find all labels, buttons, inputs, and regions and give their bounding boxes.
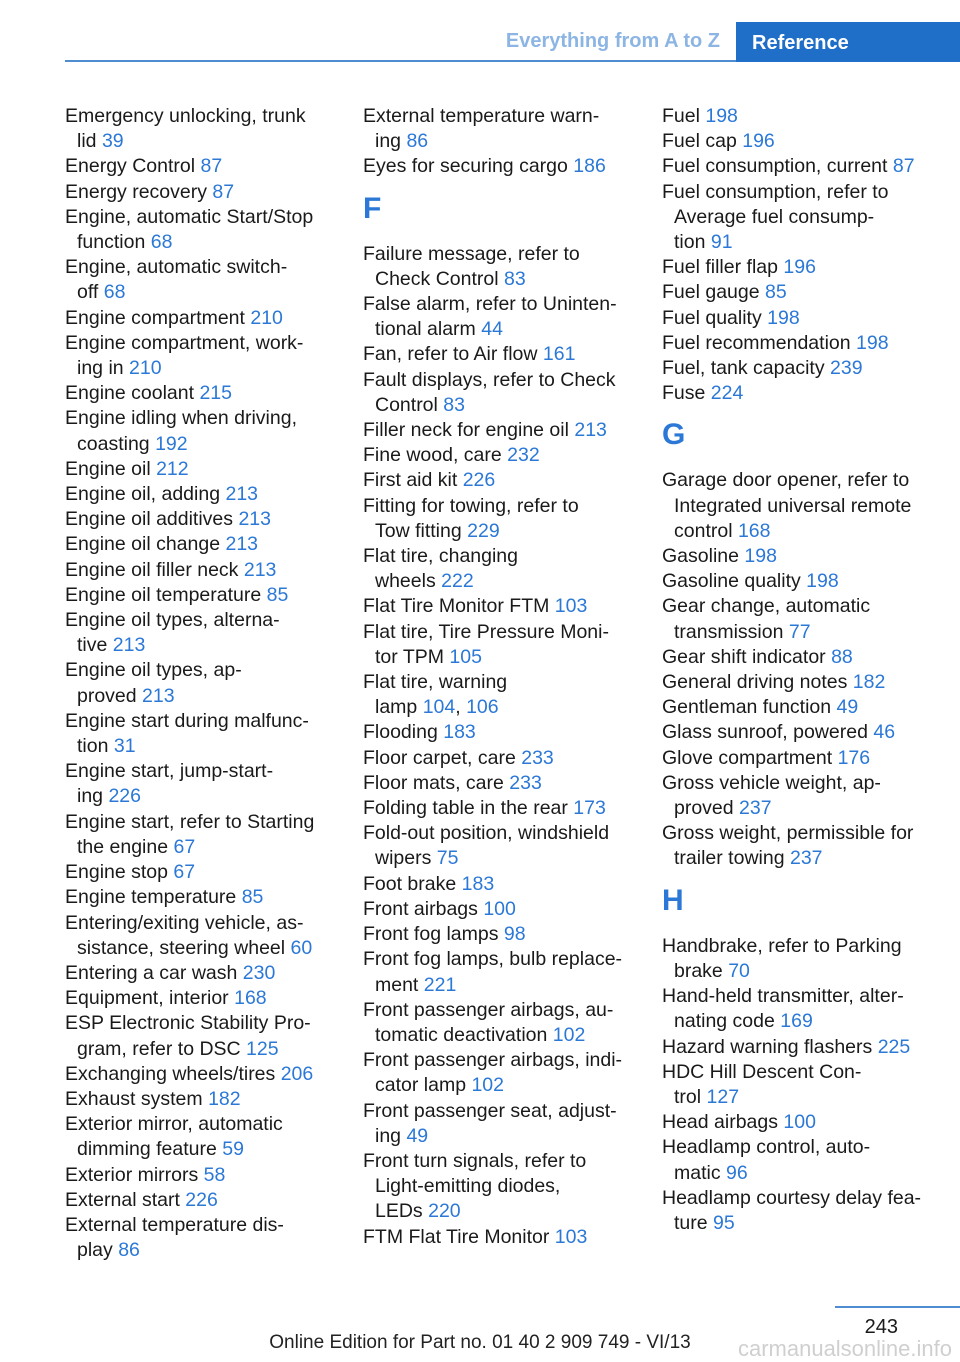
index-entry bbox=[363, 1225, 633, 1250]
index-entry bbox=[363, 998, 633, 1048]
page-link[interactable]: 221 bbox=[423, 973, 457, 996]
index-entry bbox=[363, 720, 633, 745]
index-term: Fuse bbox=[662, 382, 711, 405]
index-entry bbox=[662, 821, 932, 871]
index-entry bbox=[363, 1099, 633, 1149]
index-term: Emergency unlocking, trunk lid bbox=[65, 105, 306, 153]
page-link[interactable]: 224 bbox=[710, 382, 744, 405]
index-term: Gear shift indicator bbox=[662, 645, 832, 668]
page-link[interactable]: 182 bbox=[208, 1087, 241, 1110]
index-column-2 bbox=[363, 104, 633, 1250]
index-term: Head airbags bbox=[662, 1111, 784, 1134]
index-term: Front passenger airbags, indi- cator lamp bbox=[363, 1049, 623, 1097]
page-link[interactable]: 192 bbox=[155, 432, 188, 455]
index-entry bbox=[662, 1110, 932, 1135]
index-entry bbox=[662, 255, 932, 280]
page-link[interactable]: 83 bbox=[503, 267, 526, 290]
page-link[interactable]: 168 bbox=[234, 987, 267, 1010]
page-link[interactable]: 103 bbox=[554, 595, 588, 618]
index-term: Energy Control bbox=[65, 155, 201, 178]
index-entry bbox=[363, 594, 633, 619]
index-term: Gasoline bbox=[662, 545, 745, 568]
index-term: Engine, automatic switch- off bbox=[65, 256, 288, 304]
index-term: Gear change, automatic transmission bbox=[662, 595, 871, 643]
index-entry bbox=[363, 1149, 633, 1225]
index-entry bbox=[65, 381, 335, 406]
page-link[interactable]: 102 bbox=[552, 1023, 586, 1046]
index-entry: Flat tire, warning lamp 104, 106 bbox=[363, 671, 508, 719]
index-term: Headlamp courtesy delay fea- ture bbox=[662, 1186, 922, 1234]
page-link[interactable]: 182 bbox=[852, 671, 886, 694]
index-entry bbox=[662, 180, 932, 256]
page-link[interactable]: 86 bbox=[118, 1239, 140, 1262]
page-link[interactable]: 91 bbox=[710, 231, 733, 254]
index-entry bbox=[65, 810, 335, 860]
page-link[interactable]: 213 bbox=[574, 419, 607, 442]
index-entry bbox=[662, 280, 932, 305]
index-entry bbox=[363, 922, 633, 947]
page-link[interactable]: 233 bbox=[509, 771, 542, 794]
page-link[interactable]: 213 bbox=[112, 634, 146, 657]
index-term: Engine oil change bbox=[65, 533, 226, 556]
page-link[interactable]: 213 bbox=[225, 483, 259, 506]
index-term: Exhaust system bbox=[65, 1087, 209, 1110]
page-link[interactable]: 198 bbox=[856, 331, 889, 354]
index-entry bbox=[363, 154, 633, 179]
index-term: Garage door opener, refer to Integrated universal remote control bbox=[662, 469, 912, 542]
index-entry bbox=[65, 759, 335, 809]
page-link[interactable]: 210 bbox=[250, 306, 283, 329]
page-link[interactable]: 173 bbox=[573, 797, 606, 820]
index-entry bbox=[65, 457, 335, 482]
index-term: Folding table in the rear bbox=[363, 797, 574, 820]
page-link[interactable]: 103 bbox=[554, 1225, 588, 1248]
index-term: Exterior mirrors bbox=[65, 1163, 204, 1186]
reference-tab: Reference bbox=[736, 22, 960, 62]
page-number: 243 bbox=[864, 1316, 898, 1338]
page-link[interactable]: 59 bbox=[222, 1138, 244, 1161]
index-entry bbox=[65, 1087, 335, 1112]
page-link[interactable]: 39 bbox=[101, 130, 124, 153]
index-entry bbox=[65, 911, 335, 961]
index-entry bbox=[65, 608, 335, 658]
index-entry bbox=[65, 406, 335, 456]
index-entry bbox=[65, 583, 335, 608]
index-term: Fuel recommendation bbox=[662, 331, 857, 354]
index-term: First aid kit bbox=[363, 469, 463, 492]
page-link[interactable]: 161 bbox=[542, 343, 576, 366]
index-entry bbox=[363, 368, 633, 418]
page-link[interactable]: 198 bbox=[806, 570, 839, 593]
index-term: Flat Tire Monitor FTM bbox=[363, 595, 555, 618]
index-term: Fold-out position, windshield wipers bbox=[363, 822, 610, 870]
index-term: Engine stop bbox=[65, 861, 174, 884]
index-entry bbox=[363, 443, 633, 468]
index-term: Engine temperature bbox=[65, 886, 242, 909]
page-link[interactable]: 87 bbox=[200, 155, 223, 178]
index-entry bbox=[65, 986, 335, 1011]
index-letter-heading: H bbox=[662, 883, 684, 917]
index-entry bbox=[662, 771, 932, 821]
page-link[interactable]: 198 bbox=[767, 306, 800, 329]
page-link[interactable]: 44 bbox=[481, 318, 503, 341]
index-entry bbox=[363, 242, 633, 292]
index-term: Front turn signals, refer to Light-emitting diodes, LEDs bbox=[363, 1149, 587, 1223]
index-term: External temperature warn- ing bbox=[363, 105, 600, 153]
index-term: Flooding bbox=[363, 721, 444, 744]
page-link[interactable]: 70 bbox=[728, 959, 750, 982]
page-link[interactable]: 95 bbox=[713, 1211, 735, 1234]
page-link[interactable]: 229 bbox=[467, 519, 500, 542]
index-entry bbox=[65, 558, 335, 583]
page-link[interactable]: 127 bbox=[706, 1085, 740, 1108]
page-link[interactable]: 169 bbox=[780, 1010, 813, 1033]
index-term: Front fog lamps bbox=[363, 923, 504, 946]
page-link[interactable]: 75 bbox=[436, 847, 459, 870]
index-entry bbox=[65, 860, 335, 885]
index-term: Engine start, refer to Starting the engine bbox=[65, 810, 315, 858]
index-entry bbox=[662, 468, 932, 544]
index-entry bbox=[363, 746, 633, 771]
page-link[interactable]: 212 bbox=[156, 457, 189, 480]
page-link[interactable]: 226 bbox=[108, 785, 141, 808]
index-entry bbox=[662, 695, 932, 720]
index-term: Front fog lamps, bulb replace- ment bbox=[363, 948, 623, 996]
index-term: Gasoline quality bbox=[662, 570, 807, 593]
page-link[interactable]: 239 bbox=[830, 357, 863, 380]
index-term: Fuel bbox=[662, 105, 706, 127]
index-entry bbox=[662, 934, 932, 984]
page-link[interactable]: 106 bbox=[466, 696, 499, 719]
page-link[interactable]: 233 bbox=[521, 746, 554, 769]
page-link[interactable]: 213 bbox=[243, 558, 277, 581]
page-link[interactable]: 237 bbox=[739, 797, 772, 820]
page-header bbox=[0, 0, 960, 64]
index-term: ESP Electronic Stability Pro- gram, refer to DSC bbox=[65, 1012, 311, 1060]
index-entry bbox=[662, 104, 932, 129]
index-letter-heading: G bbox=[662, 418, 686, 452]
index-term: Flat tire, warning lamp bbox=[363, 671, 508, 719]
page-link[interactable]: 60 bbox=[290, 936, 313, 959]
page-link[interactable]: 237 bbox=[789, 847, 823, 870]
page-link[interactable]: 86 bbox=[406, 130, 429, 153]
page-link[interactable]: 102 bbox=[471, 1074, 504, 1097]
page-link[interactable]: 100 bbox=[783, 1111, 816, 1134]
page-link[interactable]: 68 bbox=[150, 231, 173, 254]
page-link[interactable]: 85 bbox=[266, 583, 289, 606]
page-link[interactable]: 232 bbox=[507, 444, 540, 467]
index-entry bbox=[363, 796, 633, 821]
page-link[interactable]: 68 bbox=[103, 281, 126, 304]
index-term: Entering/exiting vehicle, as- sistance, steering wheel bbox=[65, 911, 304, 959]
index-column-3 bbox=[662, 104, 932, 1236]
index-term: Exterior mirror, automatic dimming feature bbox=[65, 1113, 283, 1161]
index-term: Glove compartment bbox=[662, 746, 838, 769]
index-entry bbox=[662, 746, 932, 771]
index-entry bbox=[363, 544, 633, 594]
index-entry bbox=[65, 1062, 335, 1087]
page-link[interactable]: 213 bbox=[238, 508, 271, 531]
page-link[interactable]: 198 bbox=[705, 105, 738, 127]
index-term: Engine idling when driving, coasting bbox=[65, 407, 297, 455]
page-link[interactable]: 213 bbox=[225, 533, 259, 556]
page-link[interactable]: 87 bbox=[212, 180, 235, 203]
page-link[interactable]: 222 bbox=[441, 570, 474, 593]
index-entry bbox=[65, 104, 335, 154]
index-term: FTM Flat Tire Monitor bbox=[363, 1225, 555, 1248]
index-entry bbox=[662, 1186, 932, 1236]
page-link[interactable]: 49 bbox=[836, 696, 859, 719]
page-link[interactable]: 226 bbox=[462, 469, 496, 492]
index-term: HDC Hill Descent Con- trol bbox=[662, 1060, 862, 1108]
page-link[interactable]: 198 bbox=[744, 545, 777, 568]
index-entry bbox=[662, 306, 932, 331]
page-link[interactable]: 49 bbox=[406, 1124, 429, 1147]
index-entry bbox=[65, 1188, 335, 1213]
index-term: Engine oil bbox=[65, 457, 157, 480]
index-term: Engine oil temperature bbox=[65, 583, 267, 606]
index-entry bbox=[65, 180, 335, 205]
index-letter-heading: F bbox=[363, 191, 382, 225]
index-entry bbox=[662, 129, 932, 154]
page-link[interactable]: 168 bbox=[737, 519, 771, 542]
index-term: Engine oil types, ap- proved bbox=[65, 659, 242, 707]
index-entry bbox=[363, 468, 633, 493]
page-link[interactable]: 226 bbox=[185, 1188, 218, 1211]
index-term: Fuel filler flap bbox=[662, 256, 784, 279]
index-term: Fuel, tank capacity bbox=[662, 357, 830, 380]
index-entry bbox=[65, 205, 335, 255]
index-term: Failure message, refer to Check Control bbox=[363, 242, 580, 290]
index-entry bbox=[662, 1135, 932, 1185]
page-link[interactable]: 31 bbox=[113, 735, 136, 758]
section-title: Everything from A to Z bbox=[505, 30, 720, 52]
index-term: Fitting for towing, refer to Tow fitting bbox=[363, 494, 579, 542]
index-entry bbox=[65, 532, 335, 557]
index-term: Front passenger seat, adjust- ing bbox=[363, 1099, 617, 1147]
page-link[interactable]: 88 bbox=[831, 645, 853, 668]
index-term: Engine oil filler neck bbox=[65, 558, 244, 581]
page-link[interactable]: 83 bbox=[443, 393, 465, 416]
index-term: Fuel consumption, current bbox=[662, 155, 893, 178]
page-link[interactable]: 183 bbox=[461, 872, 495, 895]
index-term: Filler neck for engine oil bbox=[363, 419, 575, 442]
page-link[interactable]: 96 bbox=[726, 1161, 748, 1184]
index-term: Engine, automatic Start/Stop function bbox=[65, 205, 314, 254]
index-term: Engine compartment bbox=[65, 306, 251, 329]
index-entry bbox=[363, 418, 633, 443]
page-link[interactable]: 196 bbox=[783, 256, 816, 279]
index-entry bbox=[363, 872, 633, 897]
index-entry bbox=[363, 494, 633, 544]
footer-rule bbox=[835, 1306, 960, 1308]
index-entry bbox=[65, 154, 335, 179]
index-entry bbox=[65, 331, 335, 381]
index-term: Flat tire, Tire Pressure Moni- tor TPM bbox=[363, 620, 609, 668]
index-entry bbox=[662, 331, 932, 356]
index-term: Engine oil, adding bbox=[65, 483, 226, 506]
index-entry bbox=[662, 154, 932, 179]
page-link[interactable]: 77 bbox=[788, 620, 811, 643]
index-term: General driving notes bbox=[662, 671, 853, 694]
page-link[interactable]: 183 bbox=[443, 721, 476, 744]
index-entry bbox=[662, 544, 932, 569]
index-term: Gentleman function bbox=[662, 696, 837, 719]
page-link[interactable]: 215 bbox=[199, 382, 232, 405]
index-term: Engine start, jump-start- ing bbox=[65, 760, 274, 808]
index-entry bbox=[65, 885, 335, 910]
index-entry bbox=[65, 255, 335, 305]
index-entry bbox=[662, 381, 932, 406]
index-term: Gross weight, permissible for trailer towing bbox=[662, 822, 914, 870]
index-term: Fuel consumption, refer to Average fuel consump- tion bbox=[662, 180, 889, 254]
index-term: Fan, refer to Air flow bbox=[363, 343, 543, 366]
index-entry bbox=[363, 897, 633, 922]
page-link[interactable]: 186 bbox=[573, 155, 606, 178]
index-entry bbox=[363, 342, 633, 367]
index-term: External temperature dis- play bbox=[65, 1213, 284, 1262]
index-entry bbox=[662, 1035, 932, 1060]
page-link[interactable]: 104 bbox=[422, 696, 456, 719]
page-link[interactable]: 105 bbox=[449, 645, 482, 668]
index-entry bbox=[65, 1163, 335, 1188]
index-entry bbox=[363, 620, 633, 670]
page-link[interactable]: 210 bbox=[129, 357, 162, 380]
page-link[interactable]: 196 bbox=[742, 130, 775, 153]
index-term: Hand-held transmitter, alter- nating code bbox=[662, 985, 904, 1033]
index-term: Entering a car wash bbox=[65, 961, 243, 984]
page-link[interactable]: 220 bbox=[428, 1200, 461, 1223]
index-term: Handbrake, refer to Parking brake bbox=[662, 934, 902, 982]
page-link[interactable]: 206 bbox=[280, 1062, 314, 1085]
index-term: Gross vehicle weight, ap- proved bbox=[662, 771, 881, 820]
edition-footer: Online Edition for Part no. 01 40 2 909 749 - VI/13 bbox=[269, 1332, 691, 1353]
index-term: Energy recovery bbox=[65, 180, 213, 203]
page-link[interactable]: 100 bbox=[483, 897, 516, 920]
index-entry bbox=[363, 821, 633, 871]
index-term: Engine oil additives bbox=[65, 508, 239, 531]
index-term: Engine oil types, alterna- tive bbox=[65, 609, 280, 657]
page-link[interactable]: 176 bbox=[837, 746, 871, 769]
index-term: Glass sunroof, powered bbox=[662, 721, 874, 744]
index-entry bbox=[65, 1213, 335, 1263]
index-entry bbox=[65, 482, 335, 507]
index-entry bbox=[65, 507, 335, 532]
index-term: Front airbags bbox=[363, 897, 484, 920]
index-entry bbox=[65, 709, 335, 759]
index-entry bbox=[363, 1048, 633, 1098]
index-term: Fine wood, care bbox=[363, 444, 508, 467]
index-entry bbox=[65, 1112, 335, 1162]
page-link[interactable]: 46 bbox=[873, 721, 896, 744]
page-link[interactable]: 230 bbox=[242, 961, 276, 984]
index-term: Fuel cap bbox=[662, 130, 743, 153]
page-link[interactable]: 87 bbox=[892, 155, 915, 178]
index-entry bbox=[662, 1060, 932, 1110]
index-entry bbox=[662, 645, 932, 670]
index-term: Engine coolant bbox=[65, 382, 200, 405]
index-entry bbox=[662, 720, 932, 745]
index-entry bbox=[662, 569, 932, 594]
index-term: Hazard warning flashers bbox=[662, 1035, 878, 1058]
index-entry bbox=[662, 594, 932, 644]
index-entry bbox=[662, 984, 932, 1034]
page-link[interactable]: 225 bbox=[877, 1035, 911, 1058]
page-link[interactable]: 58 bbox=[203, 1163, 226, 1186]
index-entry bbox=[65, 658, 335, 708]
index-entry bbox=[363, 292, 633, 342]
page-link[interactable]: 85 bbox=[765, 281, 787, 304]
index-column-1 bbox=[65, 104, 335, 1263]
index-term: Engine compartment, work- ing in bbox=[65, 331, 304, 380]
index-term: Floor carpet, care bbox=[363, 746, 522, 769]
page-link[interactable]: 85 bbox=[241, 886, 264, 909]
index-entry bbox=[662, 670, 932, 695]
index-term: Foot brake bbox=[363, 872, 462, 895]
page-link[interactable]: 98 bbox=[503, 923, 526, 946]
index-entry bbox=[65, 961, 335, 986]
index-entry bbox=[363, 947, 633, 997]
index-term: Front passenger airbags, au- tomatic deactivation bbox=[363, 998, 614, 1046]
index-entry bbox=[65, 306, 335, 331]
index-term: Engine start during malfunc- tion bbox=[65, 709, 309, 758]
page-link[interactable]: 125 bbox=[246, 1037, 279, 1060]
index-term: Equipment, interior bbox=[65, 987, 235, 1010]
page-link[interactable]: 213 bbox=[142, 684, 175, 707]
index-term: Eyes for securing cargo bbox=[363, 155, 574, 178]
index-term: Fuel quality bbox=[662, 306, 768, 329]
index-term: Fuel gauge bbox=[662, 281, 765, 304]
index-entry bbox=[65, 1011, 335, 1061]
index-term: Flat tire, changing wheels bbox=[363, 545, 519, 593]
index-entry bbox=[363, 771, 633, 796]
index-term: Fault displays, refer to Check Control bbox=[363, 368, 616, 416]
index-term: Headlamp control, auto- matic bbox=[662, 1136, 871, 1184]
index-term: False alarm, refer to Uninten- tional alarm bbox=[363, 293, 617, 341]
watermark: carmanualsonline.info bbox=[737, 1336, 952, 1361]
index-term: Floor mats, care bbox=[363, 771, 510, 794]
index-entry bbox=[662, 356, 932, 381]
page-link[interactable]: 67 bbox=[173, 861, 196, 884]
page-link[interactable]: 67 bbox=[173, 835, 196, 858]
index-term: External start bbox=[65, 1188, 186, 1211]
index-entry bbox=[363, 104, 633, 154]
index-term: Exchanging wheels/tires bbox=[65, 1062, 281, 1085]
